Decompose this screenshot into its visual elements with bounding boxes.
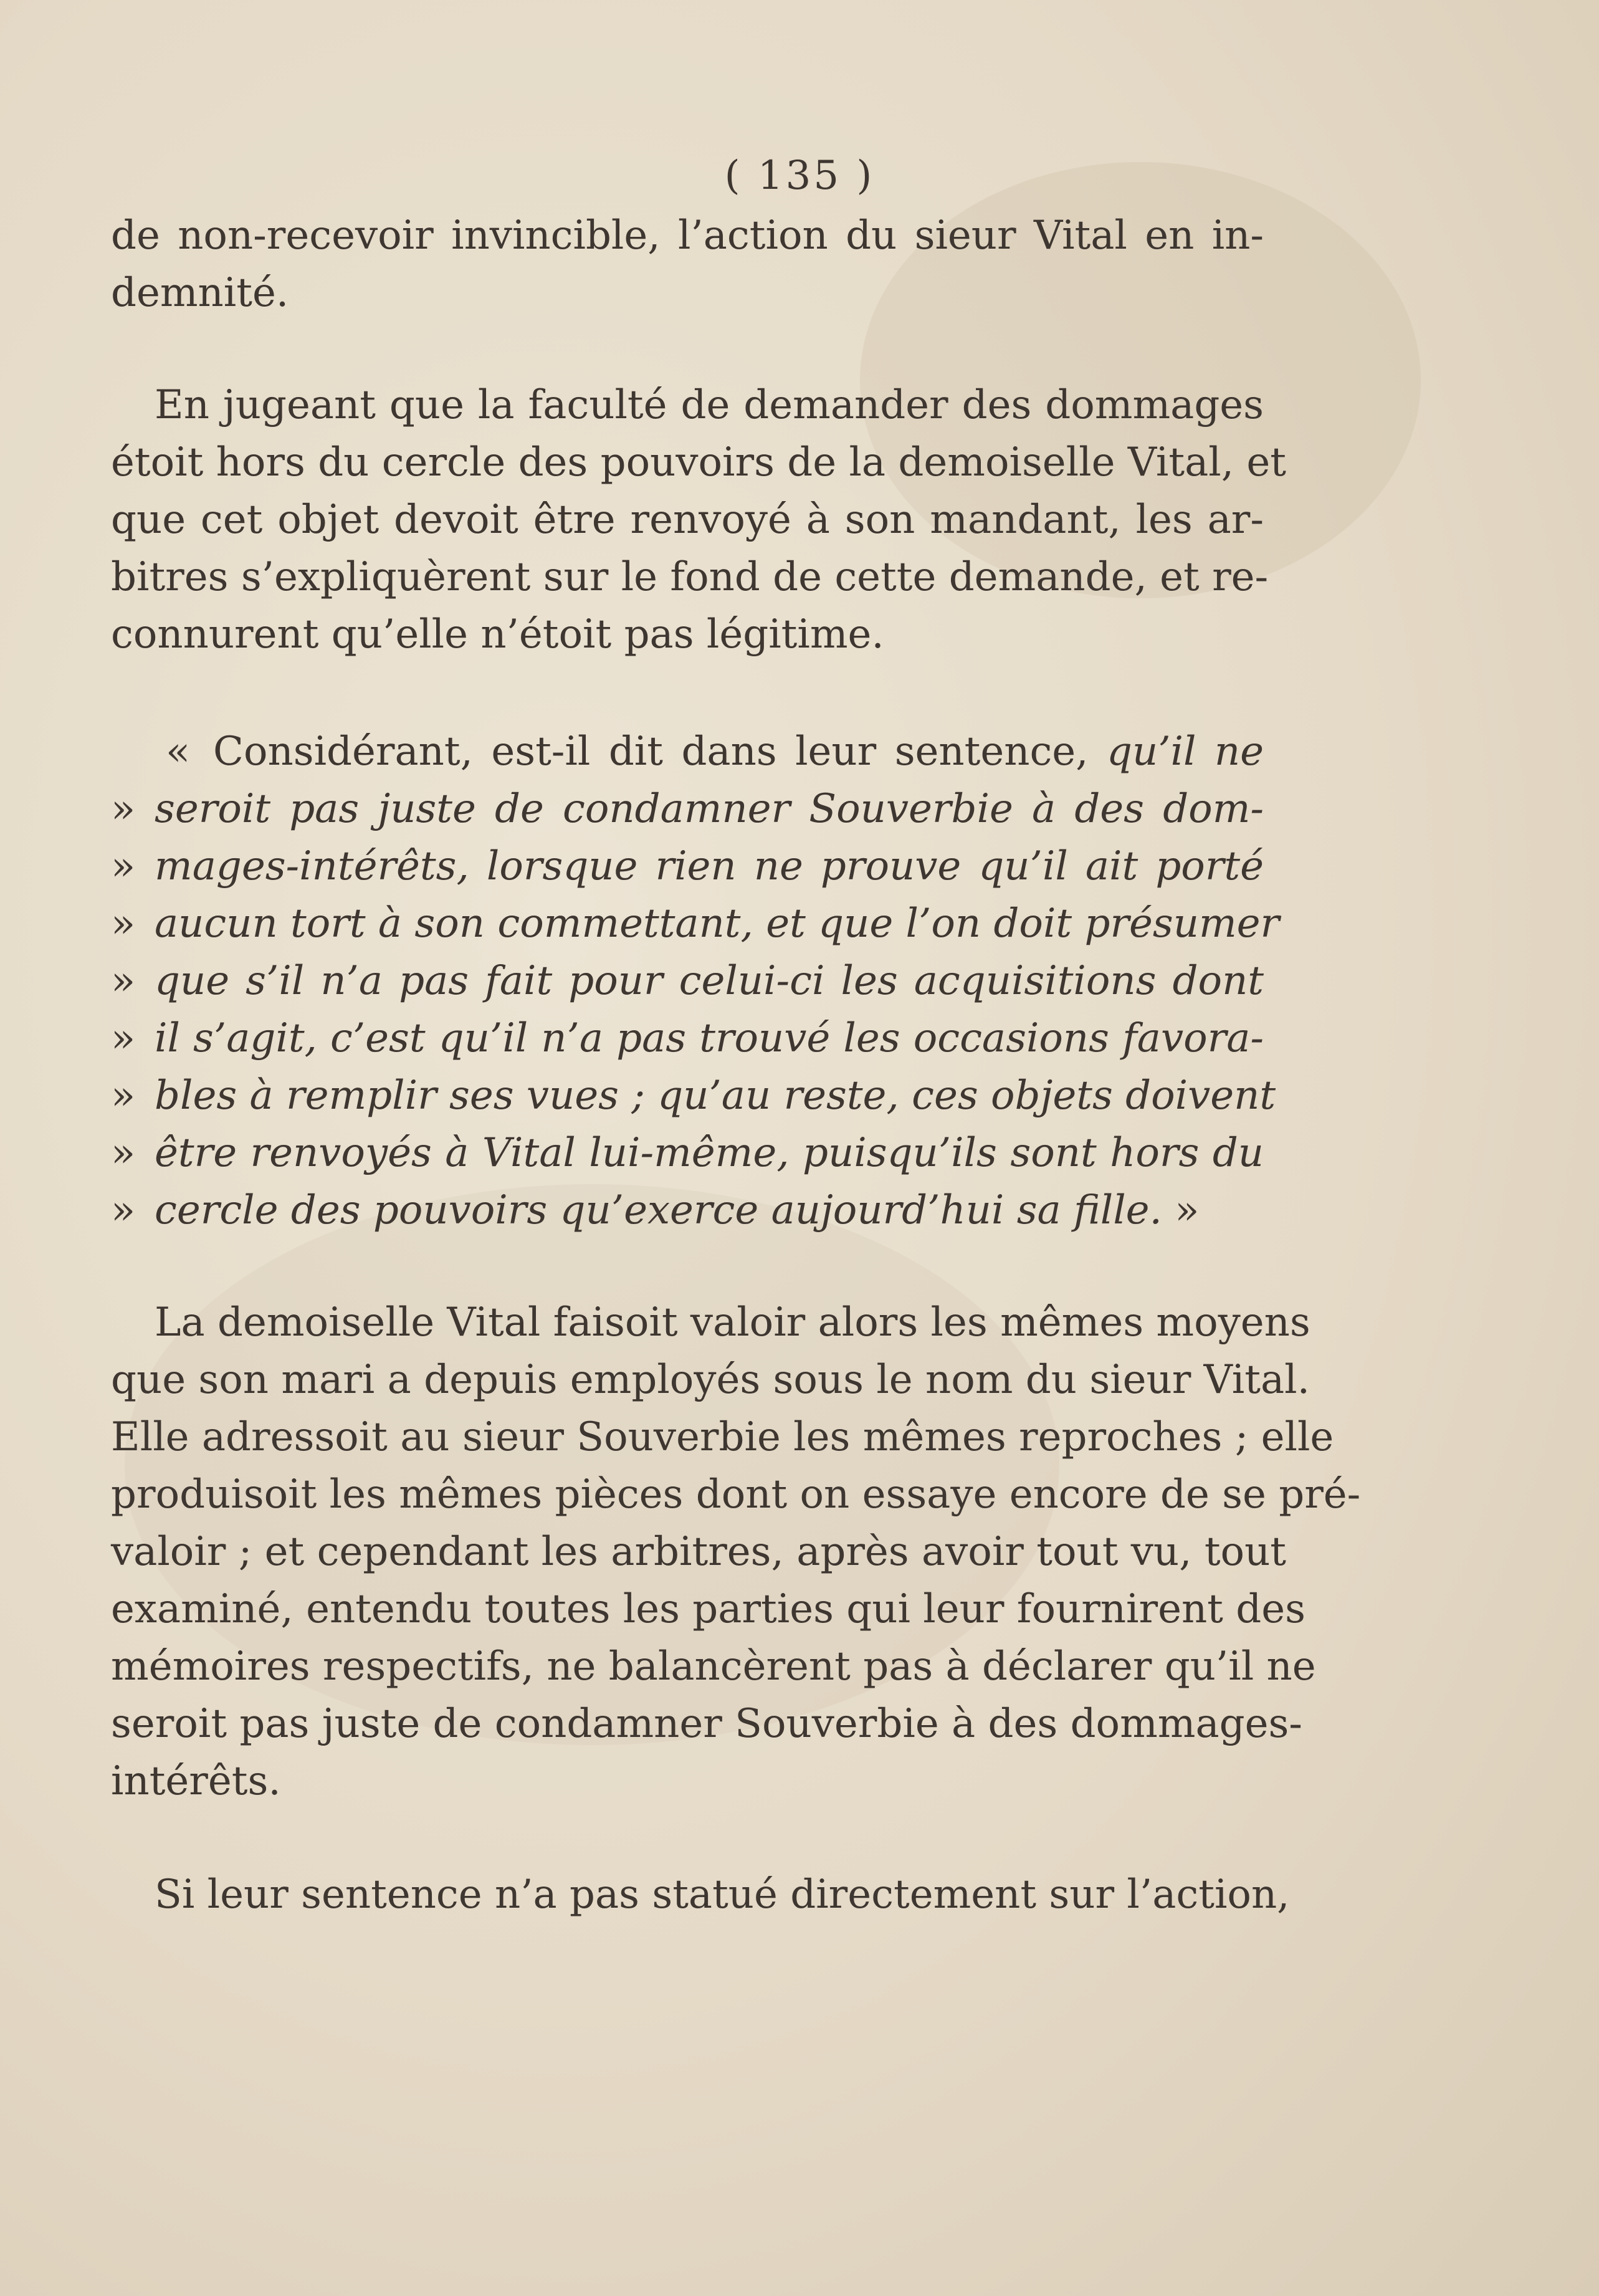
quote-text: cercle des pouvoirs qu’exerce aujourd’hui sa fille.	[155, 1187, 1162, 1233]
text-line: produisoit les mêmes pièces dont on essaye encore de se pré-	[111, 1471, 1361, 1518]
quote-text: être renvoyés à Vital lui-même, puisqu’ils sont hors du	[155, 1130, 1264, 1176]
text-line: examiné, entendu toutes les parties qui leur fournirent des	[111, 1586, 1305, 1632]
text-line: que son mari a depuis employés sous le nom du sieur Vital.	[111, 1357, 1310, 1403]
quote-mark: »	[111, 1187, 136, 1233]
text-line: Elle adressoit au sieur Souverbie les mêmes reproches ; elle	[111, 1414, 1334, 1460]
quote-line	[111, 1010, 1264, 1067]
quote-line	[111, 952, 1264, 1010]
quote-roman-text: Considérant, est-il dit dans leur sentence,	[213, 729, 1089, 775]
quote-close-mark: »	[1175, 1187, 1200, 1233]
quote-mark: »	[111, 1130, 136, 1176]
quote-mark: »	[111, 958, 136, 1004]
text-line: La demoiselle Vital faisoit valoir alors les mêmes moyens	[155, 1299, 1310, 1346]
quote-text: que s’il n’a pas fait pour celui-ci les acquisitions dont	[155, 958, 1264, 1004]
text-line: En jugeant que la faculté de demander des dommages	[155, 382, 1264, 428]
quote-text: mages-intérêts, lorsque rien ne prouve qu’il ait porté	[155, 843, 1264, 889]
quoted-sentence	[111, 723, 1280, 1239]
text-line: de non-recevoir invincible, l’action du sieur Vital en in-	[111, 213, 1264, 259]
quote-line	[111, 1067, 1276, 1124]
quote-mark: »	[111, 1015, 136, 1061]
text-line: que cet objet devoit être renvoyé à son mandant, les ar-	[111, 497, 1264, 543]
text-line: connurent qu’elle n’étoit pas légitime.	[111, 611, 884, 658]
quote-line	[111, 1182, 1264, 1239]
text-line: valoir ; et cependant les arbitres, après avoir tout vu, tout	[111, 1529, 1286, 1575]
quote-mark: »	[111, 901, 136, 947]
text-line: étoit hors du cercle des pouvoirs de la demoiselle Vital, et	[111, 439, 1286, 486]
quote-mark: »	[111, 786, 136, 832]
quote-text: aucun tort à son commettant, et que l’on doit présumer	[155, 901, 1280, 947]
quote-mark: »	[111, 843, 136, 889]
text-line: bitres s’expliquèrent sur le fond de cette demande, et re-	[111, 554, 1269, 600]
text-line: intérêts.	[111, 1758, 281, 1804]
quote-line	[111, 895, 1280, 952]
paragraph-2	[111, 376, 1286, 663]
paragraph-3	[111, 1294, 1361, 1810]
text-line: seroit pas juste de condamner Souverbie à des dommages-	[111, 1701, 1302, 1747]
quote-text: il s’agit, c’est qu’il n’a pas trouvé les occasions favora-	[155, 1015, 1264, 1061]
quote-line	[111, 780, 1264, 838]
quote-line	[111, 723, 1264, 780]
page-number: ( 135 )	[724, 153, 875, 199]
quote-text: bles à remplir ses vues ; qu’au reste, ces objets doivent	[155, 1073, 1276, 1119]
quote-line	[111, 1124, 1264, 1182]
quote-italic-text: qu’il ne	[1107, 729, 1264, 775]
quote-line	[111, 838, 1264, 895]
quote-open-mark: «	[166, 729, 191, 775]
text-line: mémoires respectifs, ne balancèrent pas à déclarer qu’il ne	[111, 1643, 1316, 1690]
text-line: demnité.	[111, 270, 289, 316]
paragraph-1	[111, 207, 1264, 322]
quote-mark: »	[111, 1073, 136, 1119]
paragraph-4	[111, 1866, 1290, 1923]
quote-text: seroit pas juste de condamner Souverbie à des dom-	[155, 786, 1264, 832]
text-line: Si leur sentence n’a pas statué directement sur l’action,	[155, 1872, 1290, 1918]
